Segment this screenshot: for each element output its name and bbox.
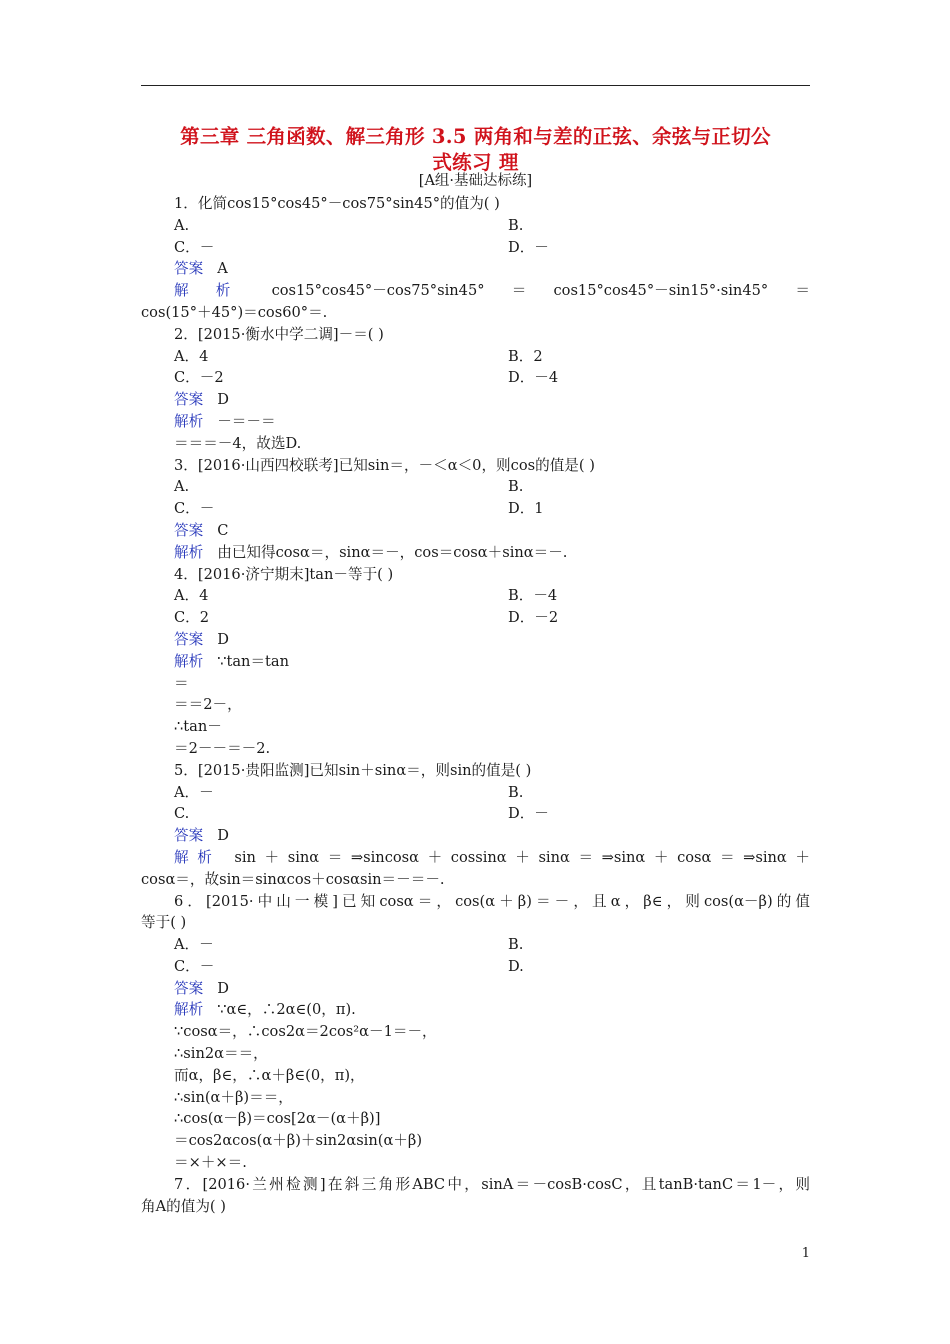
q3-options-ab xyxy=(141,476,810,498)
q3-analysis-text-1: 由已知得cosα＝，sinα＝－，cos＝cosα＋sinα＝－. xyxy=(217,543,568,561)
q4-option-c: C．2 xyxy=(174,609,210,627)
analysis-label: 解析 xyxy=(174,652,204,670)
q5-analysis-text-1: sin＋sinα＝⇒sincosα＋cossinα＋sinα＝⇒sinα＋cosα＝⇒sinα＋ xyxy=(234,848,810,866)
q2-analysis-text-2: ＝＝＝－4，故选D. xyxy=(174,434,302,452)
section-subtitle: [A组·基础达标练] xyxy=(418,173,533,189)
q3-option-a: A. xyxy=(174,478,190,496)
q6-answer-value: D xyxy=(217,979,229,997)
q3-option-c: C．－ xyxy=(174,500,215,518)
q3-option-d: D．1 xyxy=(508,500,544,518)
q4-analysis xyxy=(141,651,810,673)
q1-option-a: A. xyxy=(174,216,190,234)
q7-stem-2: 角A的值为( ) xyxy=(141,1197,226,1215)
analysis-label: 解析 xyxy=(174,282,258,300)
q2-analysis-text-1: －＝－＝ xyxy=(217,412,276,430)
q3-option-b: B. xyxy=(508,478,524,496)
q6-option-c: C．－ xyxy=(174,957,215,975)
answer-label: 答案 xyxy=(174,391,204,409)
q3-answer-value: C xyxy=(217,521,229,539)
q2-answer-value: D xyxy=(217,391,229,409)
analysis-label: 解析 xyxy=(174,412,204,430)
q2-option-a: A．4 xyxy=(174,347,209,365)
q4-answer-value: D xyxy=(217,630,229,648)
q4-answer xyxy=(141,629,810,651)
q6-analysis-text-5: ∴sin(α＋β)＝＝， xyxy=(174,1088,293,1106)
q2-option-c: C．－2 xyxy=(174,369,224,387)
q5-option-d: D．－ xyxy=(508,805,549,823)
q4-analysis-text-1: ∵tan＝tan xyxy=(217,652,290,670)
q4-options-ab xyxy=(141,585,810,607)
q4-options-cd xyxy=(141,607,810,629)
q5-option-b: B. xyxy=(508,783,524,801)
q5-option-a: A．－ xyxy=(174,783,214,801)
q1-answer xyxy=(141,258,810,280)
q6-analysis-text-4: 而α，β∈，∴α＋β∈(0，π)， xyxy=(174,1066,365,1084)
q4-analysis-text-5: ＝2－－＝－2. xyxy=(174,739,271,757)
q6-analysis-text-1: ∵α∈，∴2α∈(0，π). xyxy=(217,1001,356,1019)
analysis-label: 解析 xyxy=(174,543,204,561)
exercise-content xyxy=(141,193,810,1217)
q6-answer xyxy=(141,978,810,1000)
q7-stem-1: 7．[2016·兰州检测]在斜三角形ABC中，sinA＝－cosB·cosC，且tanB·tanC＝1－，则 xyxy=(174,1175,810,1193)
q4-analysis-text-2: ＝ xyxy=(174,674,189,692)
q3-options-cd xyxy=(141,498,810,520)
q1-option-b: B. xyxy=(508,216,524,234)
q2-stem: 2．[2015·衡水中学二调]－＝( ) xyxy=(174,325,384,343)
answer-label: 答案 xyxy=(174,630,204,648)
q6-option-a: A．－ xyxy=(174,936,214,954)
q5-answer-value: D xyxy=(217,827,229,845)
title-line-2: 式练习 理 xyxy=(432,151,519,174)
q2-option-b: B．2 xyxy=(508,347,543,365)
q4-analysis-text-3: ＝＝2－， xyxy=(174,696,242,714)
q3-analysis xyxy=(141,542,810,564)
q6-option-d: D. xyxy=(508,957,524,975)
q6-option-b: B. xyxy=(508,936,524,954)
q1-options-ab xyxy=(141,215,810,237)
answer-label: 答案 xyxy=(174,260,204,278)
q1-analysis xyxy=(141,280,810,302)
answer-label: 答案 xyxy=(174,827,204,845)
q6-stem-1: 6．[2015·中山一模]已知cosα＝，cos(α＋β)＝－，且α，β∈，则cos(α－β)的值 xyxy=(174,892,810,910)
q1-options-cd xyxy=(141,237,810,259)
q4-option-b: B．－4 xyxy=(508,587,558,605)
answer-label: 答案 xyxy=(174,521,204,539)
q2-option-d: D．－4 xyxy=(508,369,559,387)
q2-options-ab xyxy=(141,346,810,368)
analysis-label: 解析 xyxy=(174,848,221,866)
q1-analysis-text-2: cos(15°＋45°)＝cos60°＝. xyxy=(141,303,328,321)
q5-analysis xyxy=(141,847,810,869)
q5-option-c: C. xyxy=(174,805,190,823)
answer-label: 答案 xyxy=(174,979,204,997)
title-line-1: 第三章 三角函数、解三角形 3.5 两角和与差的正弦、余弦与正切公 xyxy=(180,125,771,148)
header-rule xyxy=(141,85,810,86)
q4-analysis-text-4: ∴tan－ xyxy=(174,718,222,736)
q1-analysis-text-1: cos15°cos45°－cos75°sin45°＝cos15°cos45°－sin15°·sin45°＝ xyxy=(271,282,810,300)
q2-analysis xyxy=(141,411,810,433)
q3-answer xyxy=(141,520,810,542)
page-number: 1 xyxy=(801,1246,810,1261)
q6-analysis-text-8: ＝×＋×＝. xyxy=(174,1154,247,1172)
q1-option-d: D．－ xyxy=(508,238,549,256)
analysis-label: 解析 xyxy=(174,1001,204,1019)
q1-answer-value: A xyxy=(217,260,228,278)
q5-answer xyxy=(141,825,810,847)
q6-analysis xyxy=(141,999,810,1021)
q1-option-c: C．－ xyxy=(174,238,215,256)
q5-analysis-text-2: cosα＝，故sin＝sinαcos＋cosαsin＝－＝－. xyxy=(141,870,445,888)
q2-options-cd xyxy=(141,367,810,389)
q3-stem: 3．[2016·山西四校联考]已知sin＝，－＜α＜0，则cos的值是( ) xyxy=(174,456,595,474)
q5-stem: 5．[2015·贵阳监测]已知sin＋sinα＝，则sin的值是( ) xyxy=(174,761,532,779)
q6-analysis-text-3: ∴sin2α＝＝， xyxy=(174,1045,268,1063)
q6-options-cd xyxy=(141,956,810,978)
q6-analysis-text-6: ∴cos(α－β)＝cos[2α－(α＋β)] xyxy=(174,1110,381,1128)
q4-stem: 4．[2016·济宁期末]tan－等于( ) xyxy=(174,565,394,583)
q4-option-d: D．－2 xyxy=(508,609,559,627)
q6-options-ab xyxy=(141,934,810,956)
document-title xyxy=(141,124,810,176)
q1-stem: 1．化简cos15°cos45°－cos75°sin45°的值为( ) xyxy=(174,195,500,212)
q6-stem-2: 等于( ) xyxy=(141,914,187,932)
q5-options-cd xyxy=(141,803,810,825)
q4-option-a: A．4 xyxy=(174,587,209,605)
q6-analysis-text-2: ∵cosα＝，∴cos2α＝2cos²α－1＝－， xyxy=(174,1023,437,1041)
q5-options-ab xyxy=(141,782,810,804)
q6-analysis-text-7: ＝cos2αcos(α＋β)＋sin2αsin(α＋β) xyxy=(174,1132,423,1150)
q2-answer xyxy=(141,389,810,411)
